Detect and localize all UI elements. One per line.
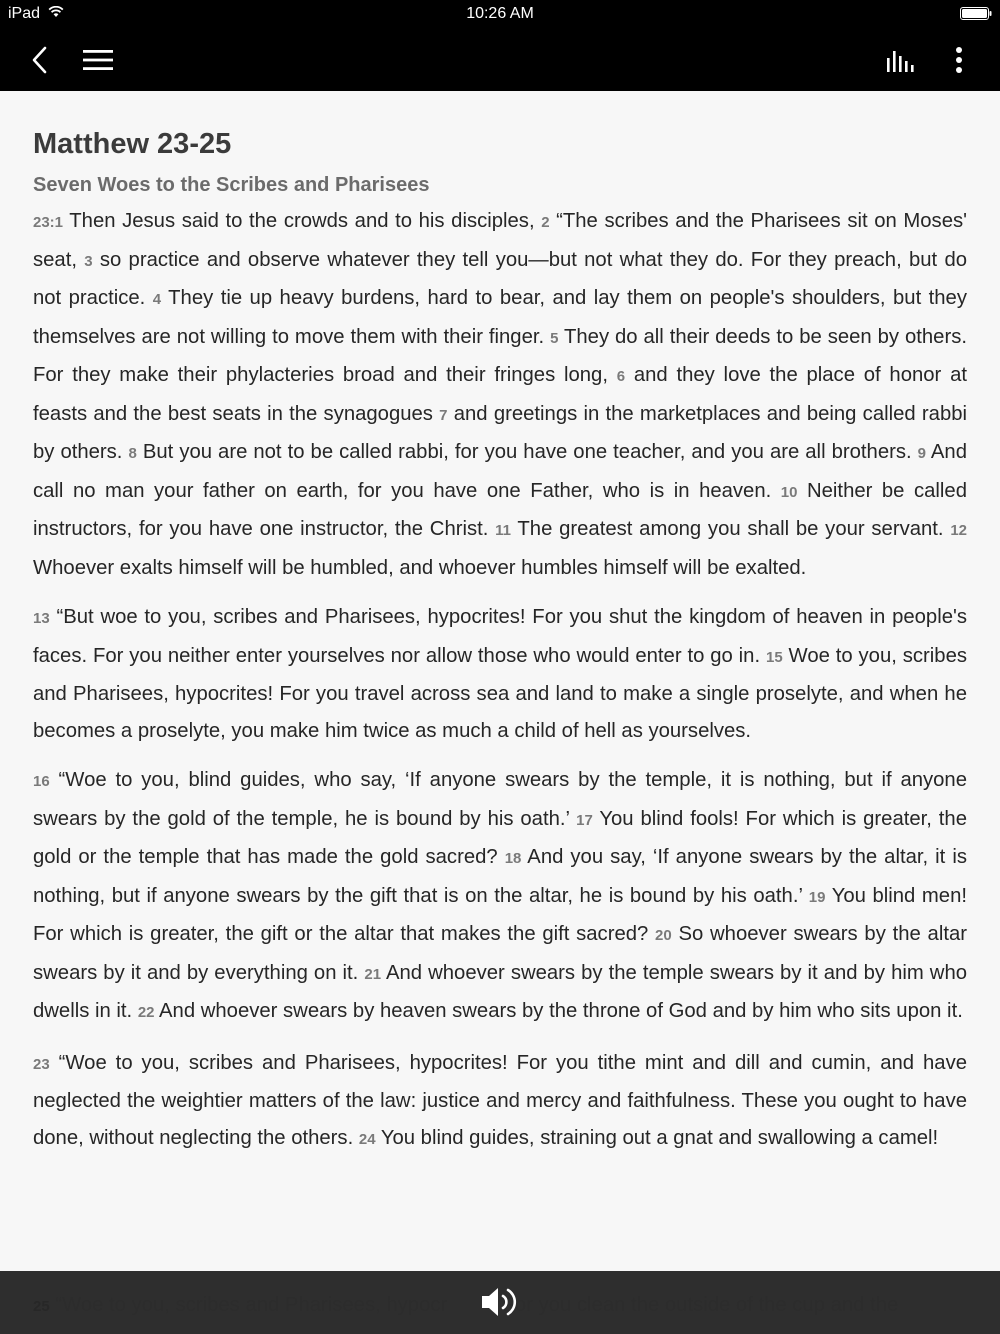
- verse-number[interactable]: 3: [84, 252, 93, 270]
- verse-number[interactable]: 10: [780, 483, 798, 501]
- verse-number[interactable]: 17: [576, 811, 593, 829]
- paragraph: [33, 762, 967, 1032]
- verse-text: The greatest among you shall be your servant.: [511, 518, 951, 540]
- verse-number[interactable]: 9: [917, 445, 926, 462]
- hamburger-icon: [83, 49, 113, 71]
- verse-text: Woe to you, scribes and Pharisees, hypocrites! For you travel across sea and land to make a single proselyte, and when he becomes a proselyte, you make him twice as much a child of hell as yourselves.: [33, 644, 967, 742]
- verse-text: and they love the place of honor at feasts and the best seats in the synagogues: [33, 364, 967, 425]
- verse-number[interactable]: 13: [33, 610, 50, 627]
- verse-number[interactable]: 5: [550, 329, 559, 347]
- verse-number[interactable]: 6: [616, 368, 626, 385]
- verse-text: But you are not to be called rabbi, for you have one teacher, and you are all brothers.: [136, 441, 918, 463]
- verse-text: and greetings in the marketplaces and being called rabbi by others.: [33, 402, 968, 463]
- verse-number[interactable]: 12: [950, 522, 967, 539]
- passage-text: [33, 203, 967, 1158]
- device-label: iPad: [8, 5, 41, 22]
- verse-text: “Woe to you, scribes and Pharisees, hypocrites! For you tithe mint and dill and cumin, and have neglected the weightier matters of the law: justice and mercy and faithfulness. These you ought to have done, without neglecting the others.: [33, 1051, 967, 1149]
- verse-number[interactable]: 21: [364, 965, 382, 983]
- verse-text: They do all their deeds to be seen by others. For they make their phylacteries broad and their fringes long,: [33, 325, 967, 386]
- verse-text: “Woe to you, blind guides, who say, ‘If anyone swears by the temple, it is nothing, but if anyone swears by the gold of the temple, he is bound by his oath.’: [33, 769, 967, 830]
- back-button[interactable]: [22, 42, 58, 78]
- audio-play-button[interactable]: [478, 1284, 522, 1320]
- verse-text: Whoever exalts himself will be humbled, and whoever humbles himself will be exalted.: [33, 556, 807, 579]
- verse-number[interactable]: 11: [495, 522, 512, 539]
- verse-number[interactable]: 2: [541, 214, 550, 231]
- menu-button[interactable]: [80, 42, 116, 78]
- battery-icon: [960, 7, 992, 20]
- verse-number[interactable]: 4: [152, 291, 162, 308]
- verse-number[interactable]: 24: [358, 1130, 376, 1148]
- verse-text: And whoever swears by heaven swears by the throne of God and by him who sits upon it.: [154, 1000, 963, 1022]
- section-heading: Seven Woes to the Scribes and Pharisees: [33, 174, 430, 196]
- verse-text: Neither be called instructors, for you have one instructor, the Christ.: [33, 479, 967, 540]
- verse-text: You blind fools! For which is greater, the gold or the temple that has made the gold sacred?: [33, 807, 967, 868]
- verse-text: And whoever swears by the temple swears by it and by him who dwells in it.: [33, 961, 968, 1022]
- verse-text: You blind guides, straining out a gnat and swallowing a camel!: [375, 1126, 939, 1149]
- audio-levels-button[interactable]: [882, 42, 920, 78]
- verse-text: “But woe to you, scribes and Pharisees, hypocrites! For you shut the kingdom of heaven in people's faces. For you neither enter yourselves nor allow those who would enter to go in.: [33, 606, 967, 667]
- verse-number[interactable]: 19: [808, 888, 826, 906]
- speaker-icon: [478, 1284, 522, 1320]
- status-time: 10:26 AM: [466, 5, 534, 22]
- verse-text: Then Jesus said to the crowds and to his disciples,: [63, 210, 542, 232]
- paragraph: [33, 599, 967, 749]
- more-options-button[interactable]: [944, 42, 974, 78]
- reading-content[interactable]: [33, 91, 967, 1158]
- verse-text: And call no man your father on earth, for you have one Father, who is in heaven.: [33, 441, 967, 502]
- equalizer-icon: [885, 48, 917, 72]
- verse-number[interactable]: 23: [33, 1055, 50, 1073]
- page-title: Matthew 23-25: [33, 128, 232, 160]
- verse-text: so practice and observe whatever they tell you—but not what they do. For they preach, but do not practice.: [33, 248, 967, 309]
- verse-text: “The scribes and the Pharisees sit on Moses' seat,: [33, 210, 967, 271]
- verse-number[interactable]: 8: [128, 445, 137, 462]
- top-nav-bar: [0, 28, 1000, 91]
- status-bar: [0, 0, 1000, 28]
- verse-text: You blind men! For which is greater, the gift or the altar that makes the gift sacred?: [33, 884, 967, 945]
- verse-number[interactable]: 16: [33, 773, 50, 790]
- verse-number[interactable]: 20: [655, 927, 672, 944]
- paragraph: [33, 203, 967, 586]
- verse-number[interactable]: 22: [137, 1004, 155, 1021]
- verse-number[interactable]: 7: [439, 406, 448, 424]
- verse-text: So whoever swears by the altar swears by it and by everything on it.: [33, 923, 967, 984]
- chevron-left-icon: [31, 46, 49, 74]
- verse-text: And you say, ‘If anyone swears by the altar, it is nothing, but if anyone swears by the gift that is on the altar, he is bound by his oath.’: [33, 846, 967, 907]
- vertical-ellipsis-icon: [955, 46, 963, 74]
- verse-number[interactable]: 23:1: [33, 214, 64, 231]
- verse-number[interactable]: 18: [504, 850, 522, 867]
- verse-number[interactable]: 15: [765, 648, 783, 666]
- paragraph: [33, 1045, 967, 1159]
- verse-text: They tie up heavy burdens, hard to bear, and lay them on people's shoulders, but they themselves are not willing to move them with their finger.: [33, 287, 967, 348]
